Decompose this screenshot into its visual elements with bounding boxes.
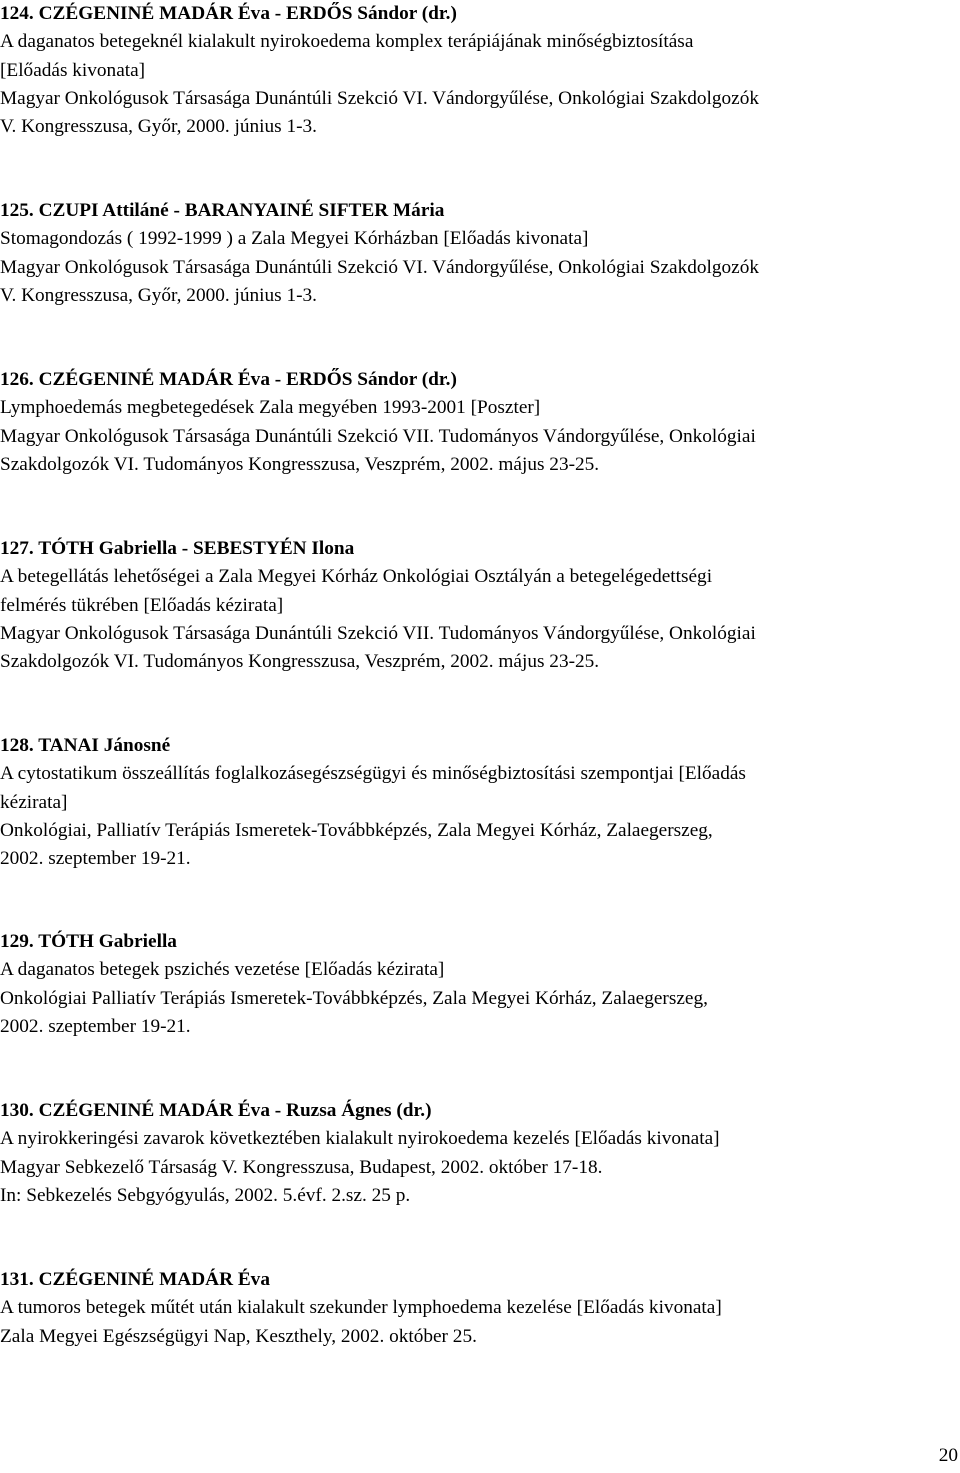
entry-venue-line: 2002. szeptember 19-21. [0, 1015, 191, 1037]
entry-heading: 128. TANAI Jánosné [0, 735, 171, 756]
entry-venue-line: Magyar Sebkezelő Társaság V. Kongresszusa, Budapest, 2002. október 17-18. [0, 1156, 603, 1178]
bibliography-entry-125 [0, 197, 955, 310]
entry-title-line: A tumoros betegek műtét után kialakult szekunder lymphoedema kezelése [Előadás kivonata] [0, 1297, 722, 1319]
entry-venue-line: Magyar Onkológusok Társasága Dunántúli Szekció VII. Tudományos Vándorgyűlése, Onkológiai [0, 622, 756, 644]
entry-title-line: felmérés tükrében [Előadás kézirata] [0, 594, 284, 616]
entry-heading: 131. CZÉGENINÉ MADÁR Éva [0, 1269, 270, 1290]
entry-heading: 130. CZÉGENINÉ MADÁR Éva - Ruzsa Ágnes (dr.) [0, 1100, 432, 1121]
entry-title-line: Stomagondozás ( 1992-1999 ) a Zala Megyei Kórházban [Előadás kivonata] [0, 228, 589, 250]
entry-venue-line: Magyar Onkológusok Társasága Dunántúli Szekció VI. Vándorgyűlése, Onkológiai Szakdolgozók [0, 256, 759, 278]
bibliography-entry-129 [0, 928, 955, 1041]
entry-venue-line: Onkológiai, Palliatív Terápiás Ismeretek-Továbbképzés, Zala Megyei Kórház, Zalaegerszeg, [0, 819, 713, 841]
entry-heading: 124. CZÉGENINÉ MADÁR Éva - ERDŐS Sándor (dr.) [0, 3, 457, 24]
bibliography-entry-127 [0, 535, 955, 676]
entry-title-line: A betegellátás lehetőségei a Zala Megyei Kórház Onkológiai Osztályán a betegelégedettségi [0, 566, 713, 588]
entry-title-line: [Előadás kivonata] [0, 59, 146, 81]
entry-title-line: Lymphoedemás megbetegedések Zala megyében 1993-2001 [Poszter] [0, 397, 541, 419]
entry-heading: 129. TÓTH Gabriella [0, 931, 177, 952]
page-number: 20 [938, 1445, 958, 1466]
bibliography-entry-131 [0, 1266, 955, 1351]
entry-heading: 127. TÓTH Gabriella - SEBESTYÉN Ilona [0, 538, 355, 559]
entry-heading: 126. CZÉGENINÉ MADÁR Éva - ERDŐS Sándor (dr.) [0, 369, 457, 390]
entry-source-line: In: Sebkezelés Sebgyógyulás, 2002. 5.évf. 2.sz. 25 p. [0, 1184, 411, 1206]
entry-venue-line: 2002. szeptember 19-21. [0, 848, 191, 870]
entry-title-line: A daganatos betegeknél kialakult nyirokoedema komplex terápiájának minőségbiztosítása [0, 31, 694, 53]
entry-venue-line: Onkológiai Palliatív Terápiás Ismeretek-Továbbképzés, Zala Megyei Kórház, Zalaegerszeg, [0, 987, 708, 1009]
entry-venue-line: Magyar Onkológusok Társasága Dunántúli Szekció VI. Vándorgyűlése, Onkológiai Szakdolgozók [0, 87, 759, 109]
bibliography-entry-124 [0, 0, 955, 141]
bibliography-entry-128 [0, 732, 955, 873]
bibliography-entry-126 [0, 366, 955, 479]
entry-title-line: kézirata] [0, 791, 68, 813]
entry-venue-line: V. Kongresszusa, Győr, 2000. június 1-3. [0, 116, 317, 138]
entry-venue-line: Zala Megyei Egészségügyi Nap, Keszthely, 2002. október 25. [0, 1325, 477, 1347]
entry-venue-line: Szakdolgozók VI. Tudományos Kongresszusa, Veszprém, 2002. május 23-25. [0, 453, 600, 475]
entry-title-line: A daganatos betegek pszichés vezetése [Előadás kézirata] [0, 959, 445, 981]
entry-venue-line: Magyar Onkológusok Társasága Dunántúli Szekció VII. Tudományos Vándorgyűlése, Onkológiai [0, 425, 756, 447]
entry-venue-line: Szakdolgozók VI. Tudományos Kongresszusa, Veszprém, 2002. május 23-25. [0, 651, 600, 673]
entry-venue-line: V. Kongresszusa, Győr, 2000. június 1-3. [0, 284, 317, 306]
bibliography-entry-130 [0, 1097, 955, 1210]
entry-title-line: A cytostatikum összeállítás foglalkozásegészségügyi és minőségbiztosítási szempontjai [Előadás [0, 763, 746, 785]
entry-heading: 125. CZUPI Attiláné - BARANYAINÉ SIFTER Mária [0, 200, 445, 221]
entry-title-line: A nyirokkeringési zavarok következtében kialakult nyirokoedema kezelés [Előadás kivonata] [0, 1128, 720, 1150]
